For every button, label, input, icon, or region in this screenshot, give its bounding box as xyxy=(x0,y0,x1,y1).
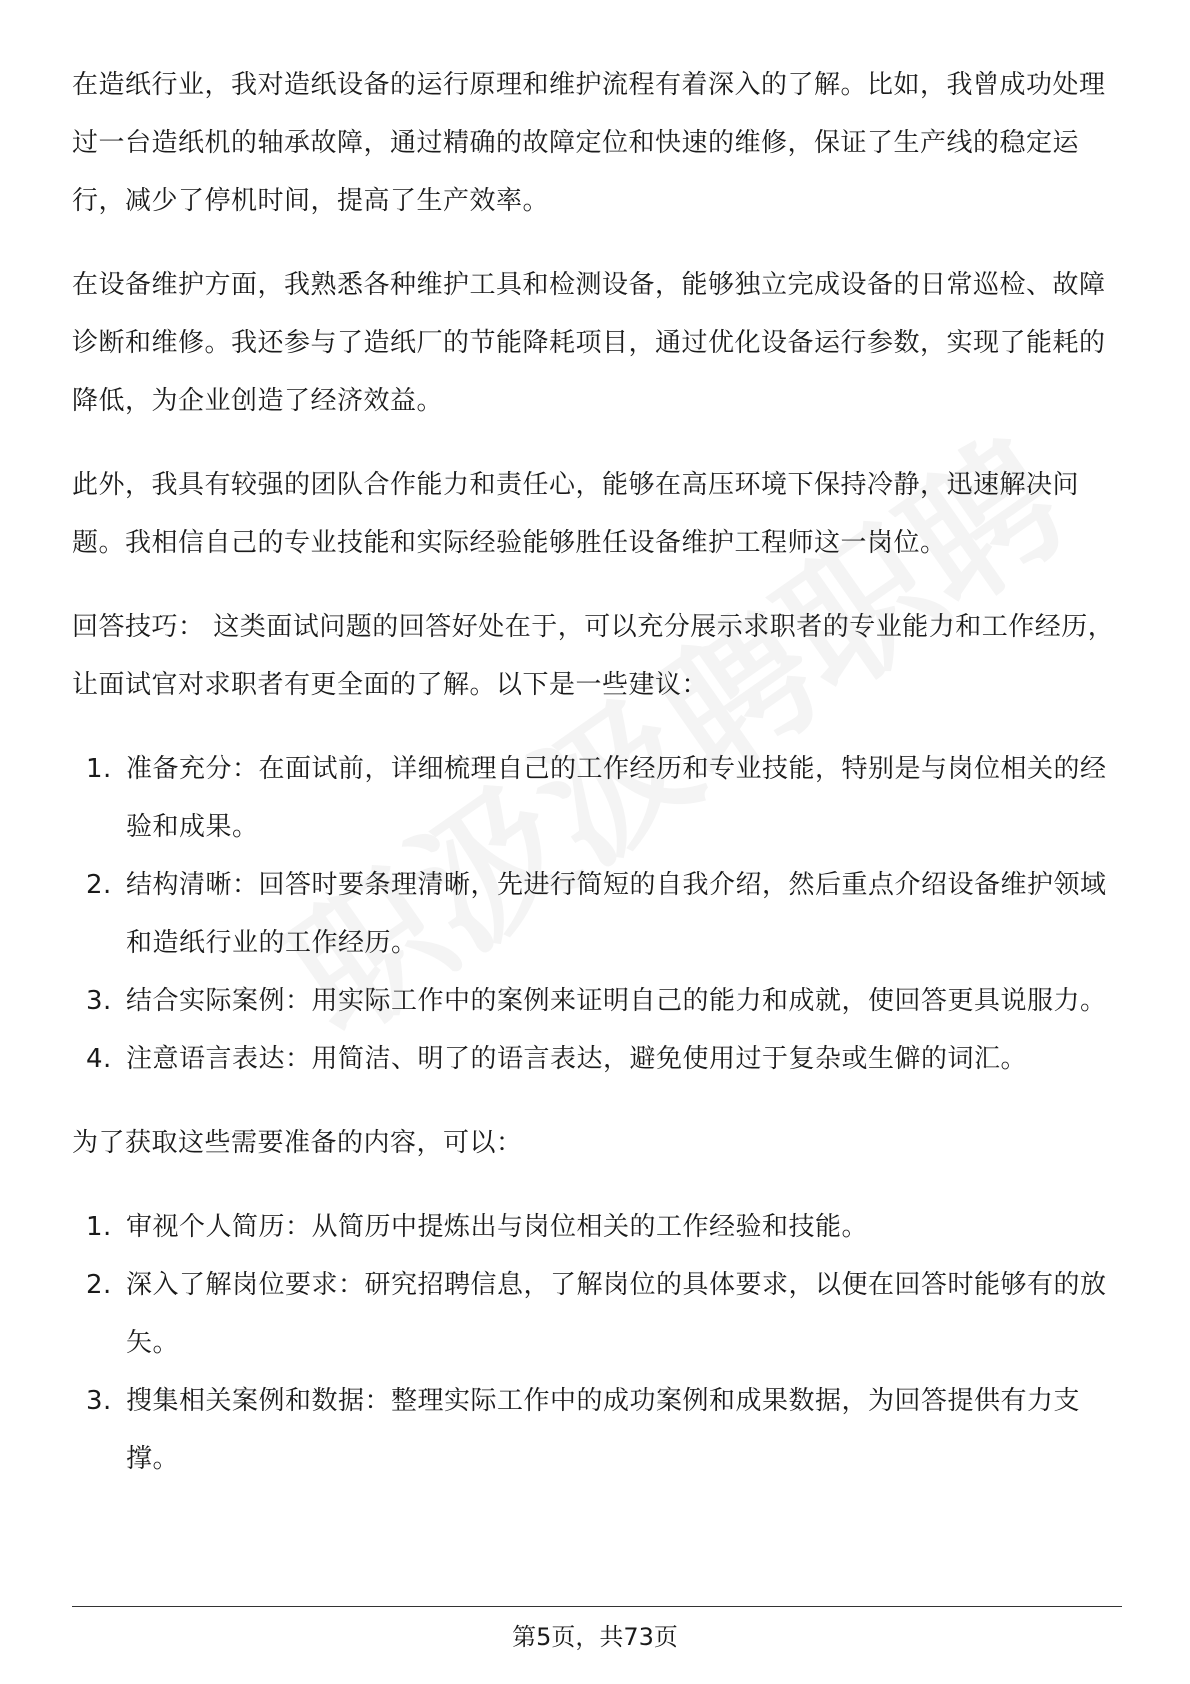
list-number: 1. xyxy=(86,754,112,784)
list-text: 搜集相关案例和数据：整理实际工作中的成功案例和成果数据，为回答提供有力支撑。 xyxy=(126,1386,1081,1474)
paragraph-maintenance: 在设备维护方面，我熟悉各种维护工具和检测设备，能够独立完成设备的日常巡检、故障诊断和维修。我还参与了造纸厂的节能降耗项目，通过优化设备运行参数，实现了能耗的降低，为企业创造了经济效益。 xyxy=(72,270,1106,416)
list-number: 3. xyxy=(86,986,112,1016)
list-item xyxy=(72,740,1122,856)
list-text: 结构清晰：回答时要条理清晰，先进行简短的自我介绍，然后重点介绍设备维护领域和造纸行业的工作经历。 xyxy=(126,870,1107,958)
list-item xyxy=(72,856,1122,972)
list-item xyxy=(72,1198,1122,1256)
list-item xyxy=(72,1372,1122,1488)
page-number: 第5页，共73页 xyxy=(512,1623,678,1651)
prep-list xyxy=(72,1198,1122,1488)
list-number: 1. xyxy=(86,1212,112,1242)
paragraph-prep-intro: 为了获取这些需要准备的内容，可以： xyxy=(72,1128,523,1158)
list-number: 2. xyxy=(86,870,112,900)
list-text: 深入了解岗位要求：研究招聘信息，了解岗位的具体要求，以便在回答时能够有的放矢。 xyxy=(126,1270,1107,1358)
tips-list xyxy=(72,740,1122,1088)
list-item xyxy=(72,1030,1122,1088)
footer-divider xyxy=(72,1606,1122,1607)
paragraph-teamwork: 此外，我具有较强的团队合作能力和责任心，能够在高压环境下保持冷静，迅速解决问题。我相信自己的专业技能和实际经验能够胜任设备维护工程师这一岗位。 xyxy=(72,470,1080,558)
list-item xyxy=(72,1256,1122,1372)
list-text: 准备充分：在面试前，详细梳理自己的工作经历和专业技能，特别是与岗位相关的经验和成果。 xyxy=(126,754,1107,842)
paragraph-answer-tips: 回答技巧： 这类面试问题的回答好处在于，可以充分展示求职者的专业能力和工作经历，让面试官对求职者有更全面的了解。以下是一些建议： xyxy=(72,612,1115,700)
list-number: 2. xyxy=(86,1270,112,1300)
list-number: 3. xyxy=(86,1386,112,1416)
list-text: 结合实际案例：用实际工作中的案例来证明自己的能力和成就，使回答更具说服力。 xyxy=(126,986,1107,1016)
list-text: 审视个人简历：从简历中提炼出与岗位相关的工作经验和技能。 xyxy=(126,1212,869,1242)
list-number: 4. xyxy=(86,1044,112,1074)
list-item xyxy=(72,972,1122,1030)
list-text: 注意语言表达：用简洁、明了的语言表达，避免使用过于复杂或生僻的词汇。 xyxy=(126,1044,1028,1074)
paragraph-experience: 在造纸行业，我对造纸设备的运行原理和维护流程有着深入的了解。比如，我曾成功处理过一台造纸机的轴承故障，通过精确的故障定位和快速的维修，保证了生产线的稳定运行，减少了停机时间，提高了生产效率。 xyxy=(72,70,1106,216)
page-content xyxy=(72,56,1122,1514)
